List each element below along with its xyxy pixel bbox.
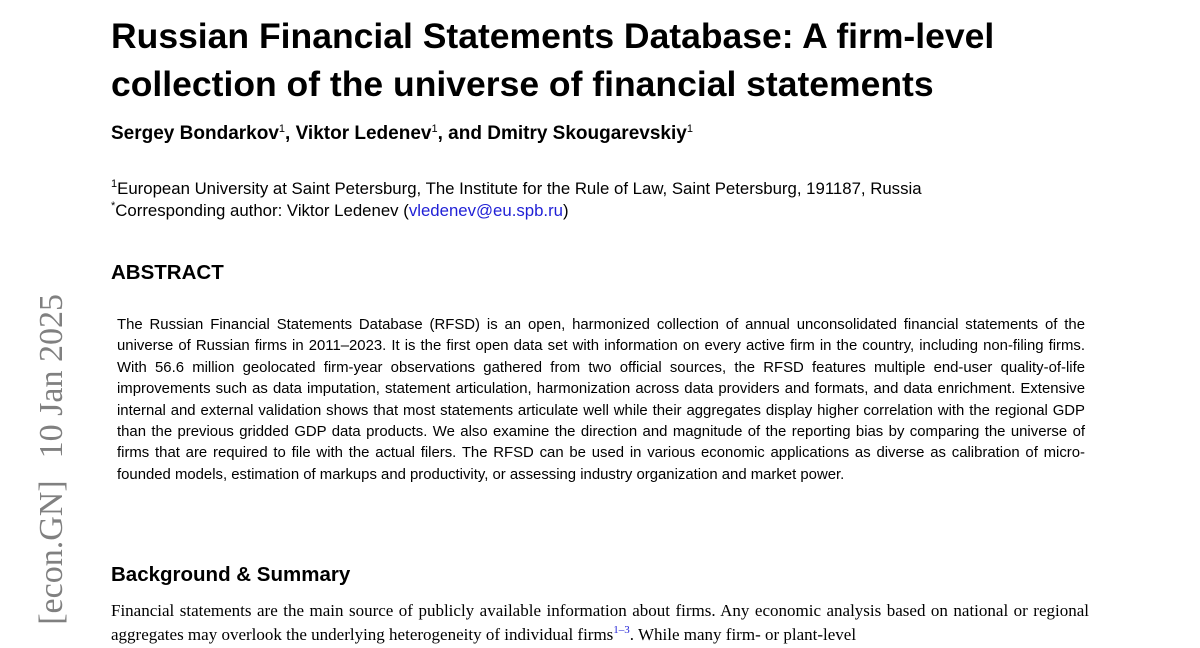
corresponding-prefix: Corresponding author: Viktor Ledenev ( (115, 201, 409, 220)
author-affil-mark: 1 (431, 123, 438, 135)
affiliation-mark: 1 (111, 178, 118, 190)
author-separator: , (285, 123, 296, 144)
citation-link[interactable]: 1–3 (613, 624, 630, 636)
corresponding-email-link[interactable]: vledenev@eu.spb.ru (408, 201, 564, 220)
corresponding-suffix: ) (563, 201, 569, 220)
arxiv-date: 10 Jan 2025 (33, 294, 70, 459)
abstract-text: The Russian Financial Statements Database (RFSD) is an open, harmonized collection of annual unconsolidated financial statements of the universe of Russian firms in 2011–2023. It is the first open data set with information on every active firm in the country, including non-filing firms. With 56.6 million geolocated firm-year observations gathered from two official sources, the RFSD features multiple end-user quality-of-life improvements such as data imputation, statement articulation, harmonization across data providers and formats, and data enrichment. Extensive internal and external validation shows that most statements articulate well while their aggregates display higher correlation with the regional GDP than the previous gridded GDP data products. We also examine the direction and magnitude of the reporting bias by comparing the universe of firms that are required to file with the actual filers. The RFSD can be used in various economic applications as diverse as calibration of micro-founded models, estimation of markups and productivity, or assessing industry organization and market power. (117, 317, 1085, 483)
corresponding-mark: * (111, 200, 116, 212)
corresponding-author-line (111, 200, 922, 222)
background-heading: Background & Summary (111, 563, 351, 586)
background-text-part2: . While many firm- or plant-level (629, 625, 857, 644)
abstract-heading: ABSTRACT (111, 261, 224, 284)
author-name: Sergey Bondarkov (111, 123, 279, 144)
arxiv-side-stamp (32, 228, 72, 648)
arxiv-subject: [econ.GN] (33, 480, 70, 625)
author-separator: , and (437, 123, 488, 144)
background-text-part1: Financial statements are the main source of publicly available information about firms. Any economic analysis based on national or regional aggregates may overlook the underlying heterogeneity of individual firms (111, 601, 1089, 644)
author-name: Dmitry Skougarevskiy (487, 123, 687, 144)
author-list (111, 121, 693, 147)
affiliations (111, 178, 922, 222)
affiliation-text: European University at Saint Petersburg, The Institute for the Rule of Law, Saint Petersburg, 191187, Russia (117, 179, 922, 198)
affiliation-line (111, 178, 922, 200)
background-paragraph (111, 599, 1089, 647)
author-name: Viktor Ledenev (295, 123, 432, 144)
author-affil-mark: 1 (278, 123, 286, 135)
paper-title: Russian Financial Statements Database: A firm-level collection of the universe of financial statements (111, 16, 995, 104)
author-affil-mark: 1 (686, 123, 693, 135)
